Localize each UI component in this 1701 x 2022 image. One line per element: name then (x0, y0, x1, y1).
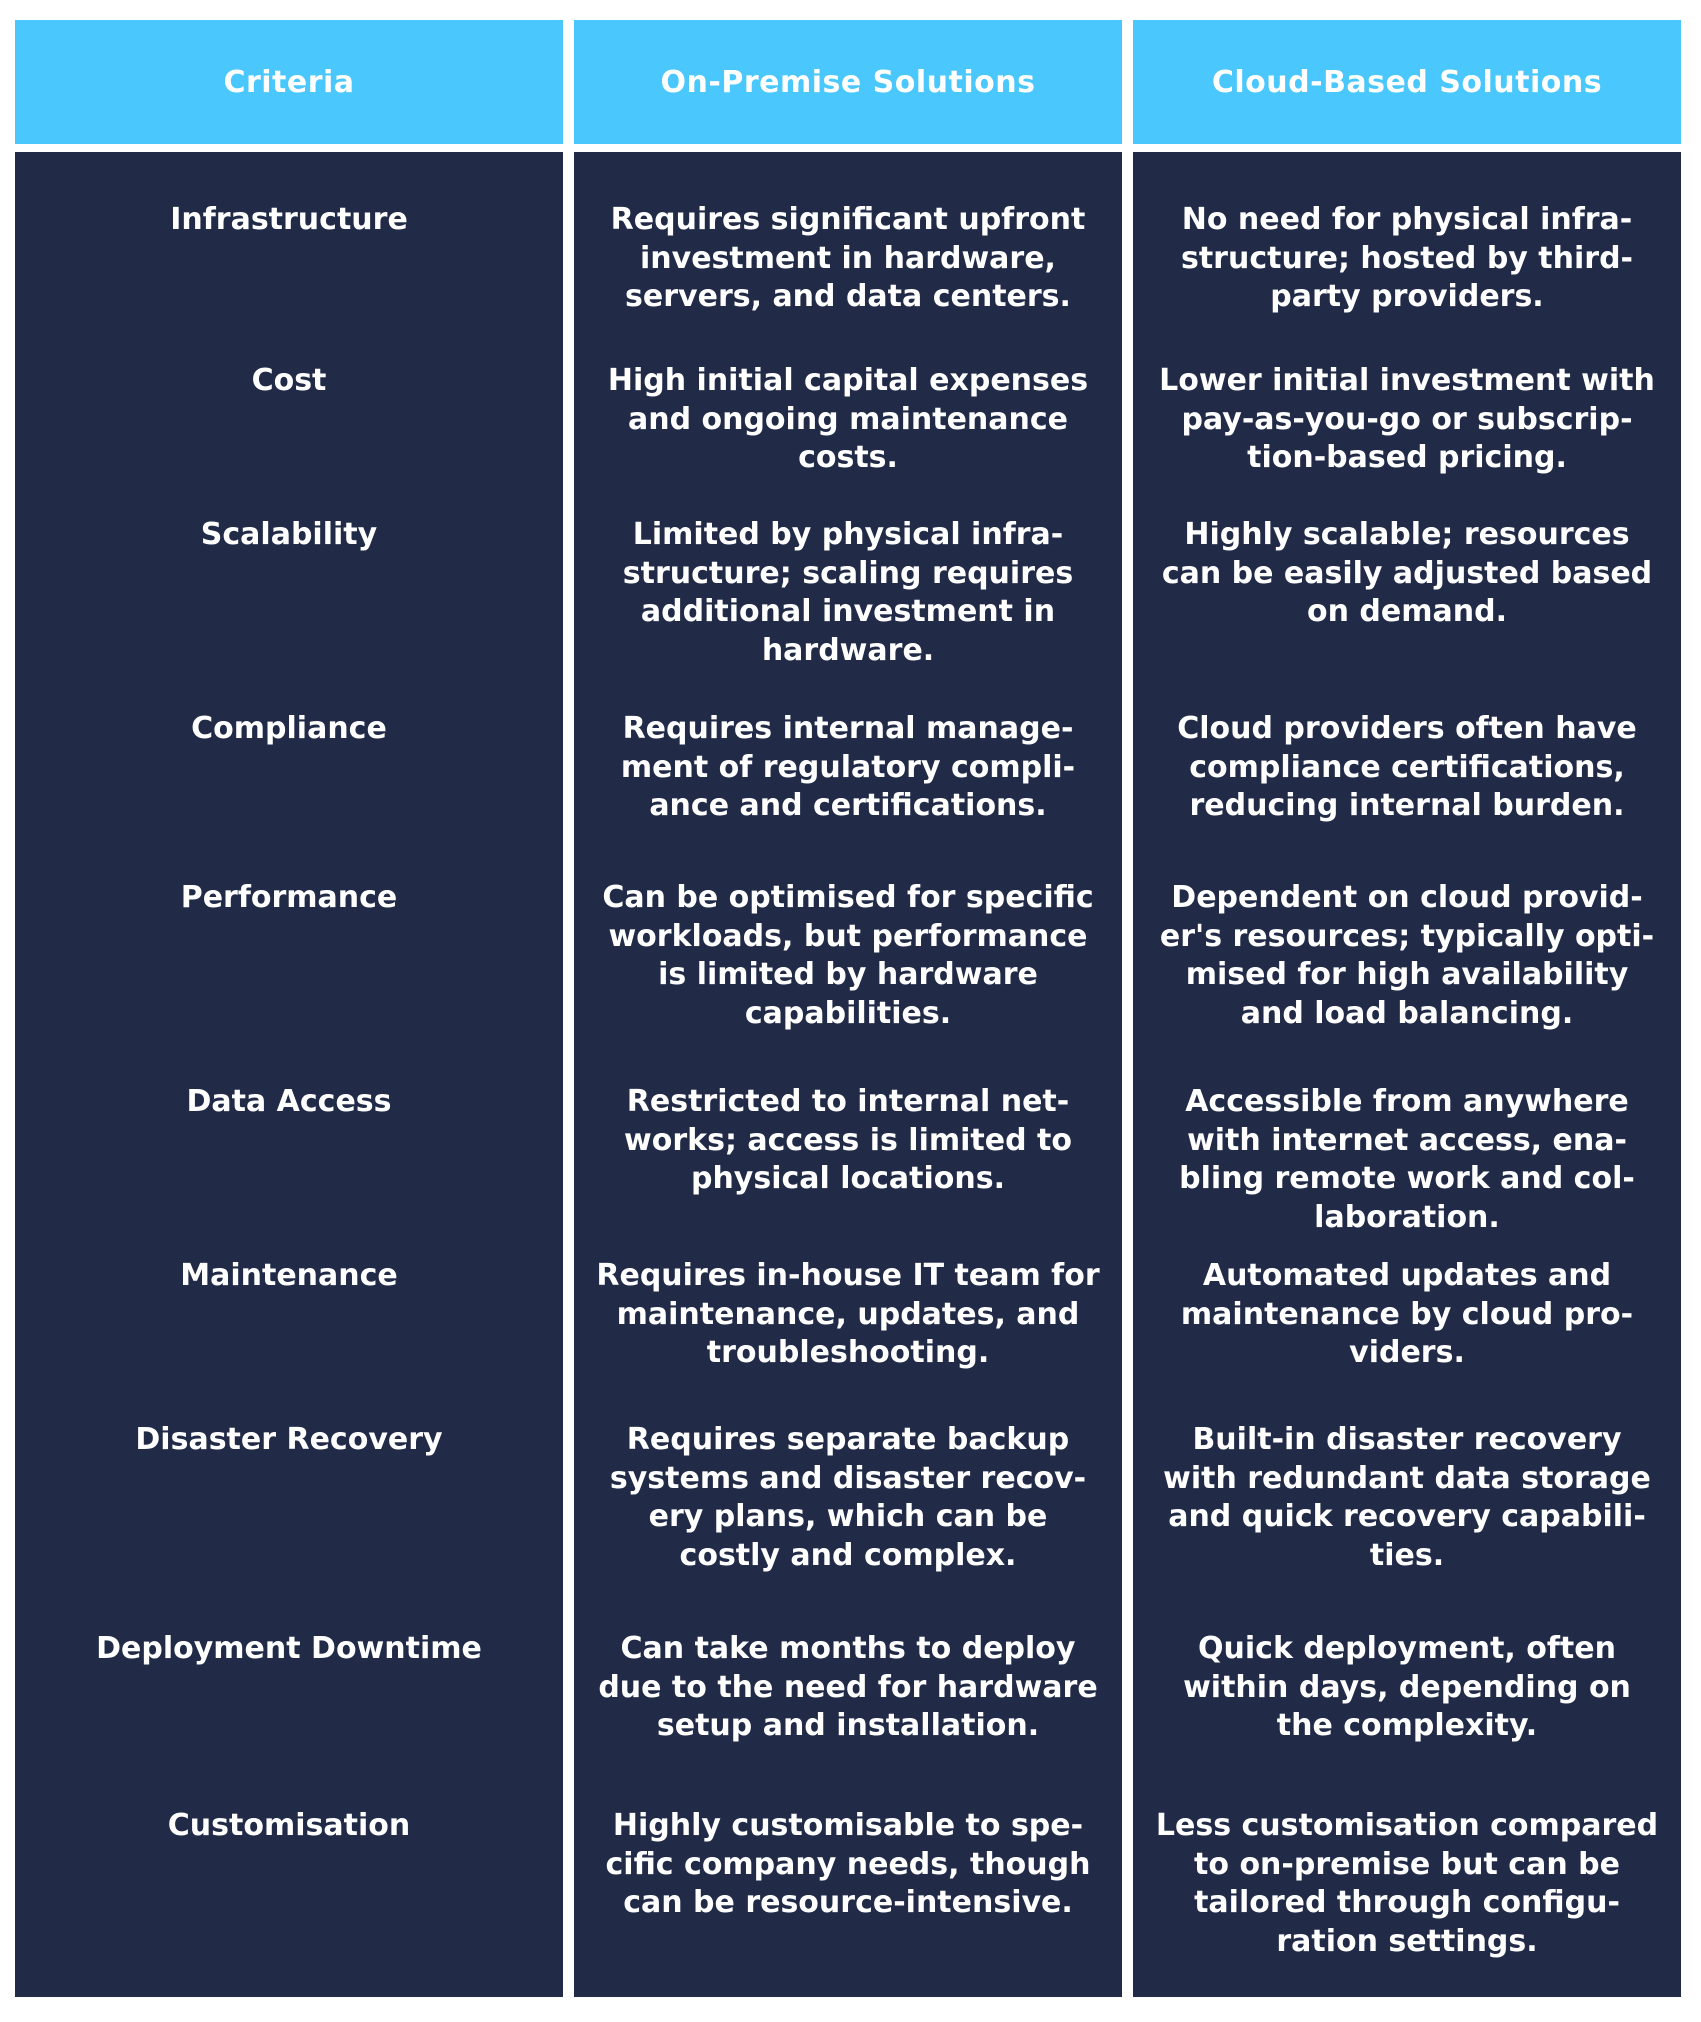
on-premise-cell-deployment-downtime: Can take months to deploy due to the need for hardware setup and installation. (598, 1631, 1098, 1743)
cloud-cell-deployment-downtime: Quick deployment, often within days, depending on the complexity. (1183, 1631, 1631, 1743)
cloud-cell-data-access: Accessible from anywhere with internet access, enabling remote work and collaboration. (1179, 1084, 1635, 1235)
on-premise-cell-disaster-recovery: Requires separate backup systems and disaster recovery plans, which can be costly and complex. (609, 1422, 1087, 1573)
cloud-cell-cost: Lower initial investment with pay-as-you-go or subscription-based pricing. (1159, 363, 1655, 475)
criteria-cell-infrastructure: Infrastructure (170, 202, 408, 237)
criteria-cell-customisation: Customisation (167, 1808, 411, 1843)
on-premise-cell-performance: Can be optimised for specific workloads, but performance is limited by hardware capabilities. (602, 880, 1094, 1031)
cloud-cell-customisation: Less customisation compared to on-premise but can be tailored through configuration settings. (1155, 1808, 1659, 1959)
cloud-cell-compliance: Cloud providers often have compliance certifications, reducing internal burden. (1177, 711, 1637, 823)
criteria-cell-data-access: Data Access (186, 1084, 392, 1119)
on-premise-column-body (574, 152, 1122, 1997)
criteria-cell-performance: Performance (180, 880, 398, 915)
criteria-cell-compliance: Compliance (191, 711, 387, 746)
header-criteria: Criteria (15, 20, 563, 144)
cloud-cell-infrastructure: No need for physical infrastructure; hosted by third-party providers. (1180, 202, 1634, 314)
criteria-cell-disaster-recovery: Disaster Recovery (135, 1422, 443, 1457)
cloud-cell-disaster-recovery: Built-in disaster recovery with redundant data storage and quick recovery capabilities. (1163, 1422, 1651, 1573)
cloud-column-body (1133, 152, 1681, 1997)
cloud-cell-performance: Dependent on cloud provider's resources; typically optimised for high availability and load balancing. (1159, 880, 1655, 1031)
criteria-cell-maintenance: Maintenance (180, 1258, 398, 1293)
criteria-cell-cost: Cost (251, 363, 327, 398)
on-premise-cell-infrastructure: Requires significant upfront investment in hardware, servers, and data centers. (610, 202, 1086, 314)
on-premise-cell-compliance: Requires internal management of regulatory compliance and certifications. (620, 711, 1076, 823)
on-premise-cell-maintenance: Requires in-house IT team for maintenance, updates, and troubleshooting. (596, 1258, 1100, 1370)
on-premise-cell-scalability: Limited by physical infrastructure; scaling requires additional investment in hardware. (622, 517, 1074, 668)
on-premise-cell-data-access: Restricted to internal networks; access is limited to physical locations. (624, 1084, 1072, 1196)
on-premise-cell-cost: High initial capital expenses and ongoing maintenance costs. (607, 363, 1089, 475)
cloud-cell-maintenance: Automated updates and maintenance by cloud providers. (1180, 1258, 1634, 1370)
criteria-cell-deployment-downtime: Deployment Downtime (96, 1631, 482, 1666)
criteria-cell-scalability: Scalability (200, 517, 378, 552)
on-premise-cell-customisation: Highly customisable to specific company needs, though can be resource-intensive. (605, 1808, 1091, 1920)
header-cloud: Cloud-Based Solutions (1133, 20, 1681, 144)
cloud-cell-scalability: Highly scalable; resources can be easily adjusted based on demand. (1161, 517, 1653, 629)
criteria-column-body (15, 152, 563, 1997)
header-on-premise: On-Premise Solutions (574, 20, 1122, 144)
